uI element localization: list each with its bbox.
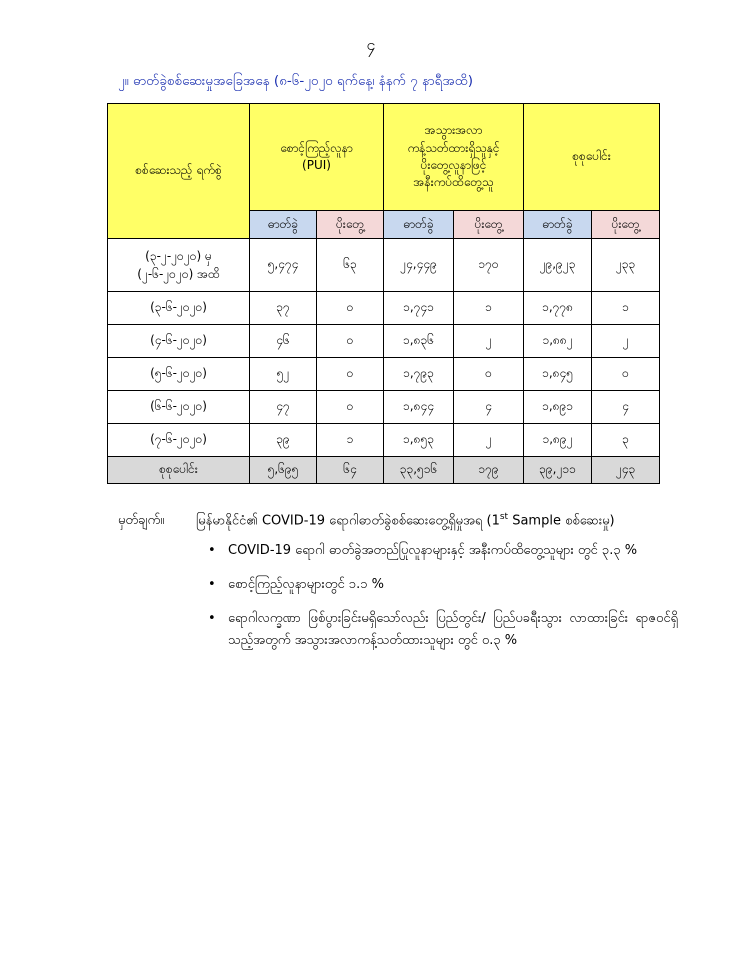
cell-value: ၄၆ <box>250 325 317 358</box>
cell-value: ၀ <box>317 292 384 325</box>
cell-value: ၁၇၀ <box>454 239 524 292</box>
table-row <box>108 391 660 424</box>
cell-value: ၀ <box>454 358 524 391</box>
contacts-group-header: အသွားအလာ ကန့်သတ်ထားရှိသူနှင့် ပိုးတွေ့လူနာဖြင့် အနီးကပ်ထိတွေ့သူ <box>384 104 524 211</box>
cell-value: ၁ <box>592 292 660 325</box>
pui-tested-header: ဓာတ်ခွဲ <box>250 211 317 239</box>
row-date: (၅-၆-၂၀၂၀) <box>108 358 250 391</box>
total-label: စုစုပေါင်း <box>108 457 250 484</box>
cell-value: ၀ <box>317 325 384 358</box>
total-value: ၆၄ <box>317 457 384 484</box>
cell-value: ၁,၈၉၂ <box>524 424 592 457</box>
row-date: (၆-၆-၂၀၂၀) <box>108 391 250 424</box>
table-row <box>108 239 660 292</box>
cell-value: ၆၃ <box>317 239 384 292</box>
total-row <box>108 457 660 484</box>
cell-value: ၁,၈၈၂ <box>524 325 592 358</box>
cell-value: ၂ <box>592 325 660 358</box>
row-date: (၃-၂-၂၀၂၀) မှ (၂-၆-၂၀၂၀) အထိ <box>108 239 250 292</box>
table-row <box>108 424 660 457</box>
table-row <box>108 325 660 358</box>
cell-value: ၂ <box>454 325 524 358</box>
cell-value: ၀ <box>317 391 384 424</box>
total-tested-header: ဓာတ်ခွဲ <box>524 211 592 239</box>
cell-value: ၅၂ <box>250 358 317 391</box>
total-group-header: စုစုပေါင်း <box>524 104 660 211</box>
total-value: ၃၉,၂၁၁ <box>524 457 592 484</box>
cell-value: ၂ <box>454 424 524 457</box>
note-bullet: • COVID-19 ရောဂါ ဓာတ်ခွဲအတည်ပြုလူနာများနှင့် အနီးကပ်ထိတွေ့သူများ တွင် ၃.၃ % <box>208 540 678 562</box>
pui-group-header: စောင့်ကြည့်လူနာ (PUI) <box>250 104 384 211</box>
cell-value: ၁ <box>317 424 384 457</box>
contacts-tested-header: ဓာတ်ခွဲ <box>384 211 454 239</box>
cell-value: ၁,၈၉၁ <box>524 391 592 424</box>
cell-value: ၁,၈၅၃ <box>384 424 454 457</box>
cell-value: ၀ <box>317 358 384 391</box>
note-label: မှတ်ချက်။ <box>118 513 165 528</box>
note-bullet: • ရောဂါလက္ခဏာ ဖြစ်ပွားခြင်းမရှိသော်လည်း ပြည်တွင်း/ ပြည်ပခရီးသွား လာထားခြင်း ရာဇဝင်ရှိသည့်အတွက် အသွားအလာကန့်သတ်ထားသူများ တွင် ၀.၃ % <box>208 608 678 652</box>
note-intro: မြန်မာနိုင်ငံ၏ COVID-19 ရောဂါဓာတ်ခွဲစစ်ဆေးတွေ့ရှိမှုအရ (1st Sample စစ်ဆေးမှု) <box>196 512 615 529</box>
cell-value: ၃၇ <box>250 292 317 325</box>
note-bullets <box>208 540 678 664</box>
cell-value: ၅,၄၇၄ <box>250 239 317 292</box>
section-heading: ၂။ ဓာတ်ခွဲစစ်ဆေးမှုအခြေအနေ (၈-၆-၂၀၂၀ ရက်နေ့၊ နံနက် ၇ နာရီအထိ) <box>118 73 474 89</box>
cell-value: ၄၇ <box>250 391 317 424</box>
total-value: ၅,၆၉၅ <box>250 457 317 484</box>
total-value: ၂၄၃ <box>592 457 660 484</box>
pui-positive-header: ပိုးတွေ့ <box>317 211 384 239</box>
cell-value: ၂၄,၄၄၉ <box>384 239 454 292</box>
row-date: (၃-၆-၂၀၂၀) <box>108 292 250 325</box>
cell-value: ၁,၇၉၃ <box>384 358 454 391</box>
contacts-positive-header: ပိုးတွေ့ <box>454 211 524 239</box>
cell-value: ၄ <box>592 391 660 424</box>
table-row <box>108 358 660 391</box>
cell-value: ၁,၈၄၄ <box>384 391 454 424</box>
cell-value: ၃၉ <box>250 424 317 457</box>
row-date: (၄-၆-၂၀၂၀) <box>108 325 250 358</box>
lab-test-table <box>107 103 660 484</box>
total-value: ၁၇၉ <box>454 457 524 484</box>
table-row <box>108 292 660 325</box>
row-date: (၇-၆-၂၀၂၀) <box>108 424 250 457</box>
cell-value: ၄ <box>454 391 524 424</box>
note-bullet: • စောင့်ကြည့်လူနာများတွင် ၁.၁ % <box>208 574 678 596</box>
cell-value: ၁,၇၇၈ <box>524 292 592 325</box>
cell-value: ၁ <box>454 292 524 325</box>
page-number: ၄ <box>366 35 376 54</box>
cell-value: ၂၃၃ <box>592 239 660 292</box>
total-value: ၃၃,၅၁၆ <box>384 457 454 484</box>
cell-value: ၃ <box>592 424 660 457</box>
total-positive-header: ပိုးတွေ့ <box>592 211 660 239</box>
cell-value: ၁,၈၄၅ <box>524 358 592 391</box>
cell-value: ၂၉,၉၂၃ <box>524 239 592 292</box>
cell-value: ၁,၇၄၁ <box>384 292 454 325</box>
date-column-header: စစ်ဆေးသည့် ရက်စွဲ <box>108 104 250 239</box>
cell-value: ၀ <box>592 358 660 391</box>
cell-value: ၁,၈၃၆ <box>384 325 454 358</box>
